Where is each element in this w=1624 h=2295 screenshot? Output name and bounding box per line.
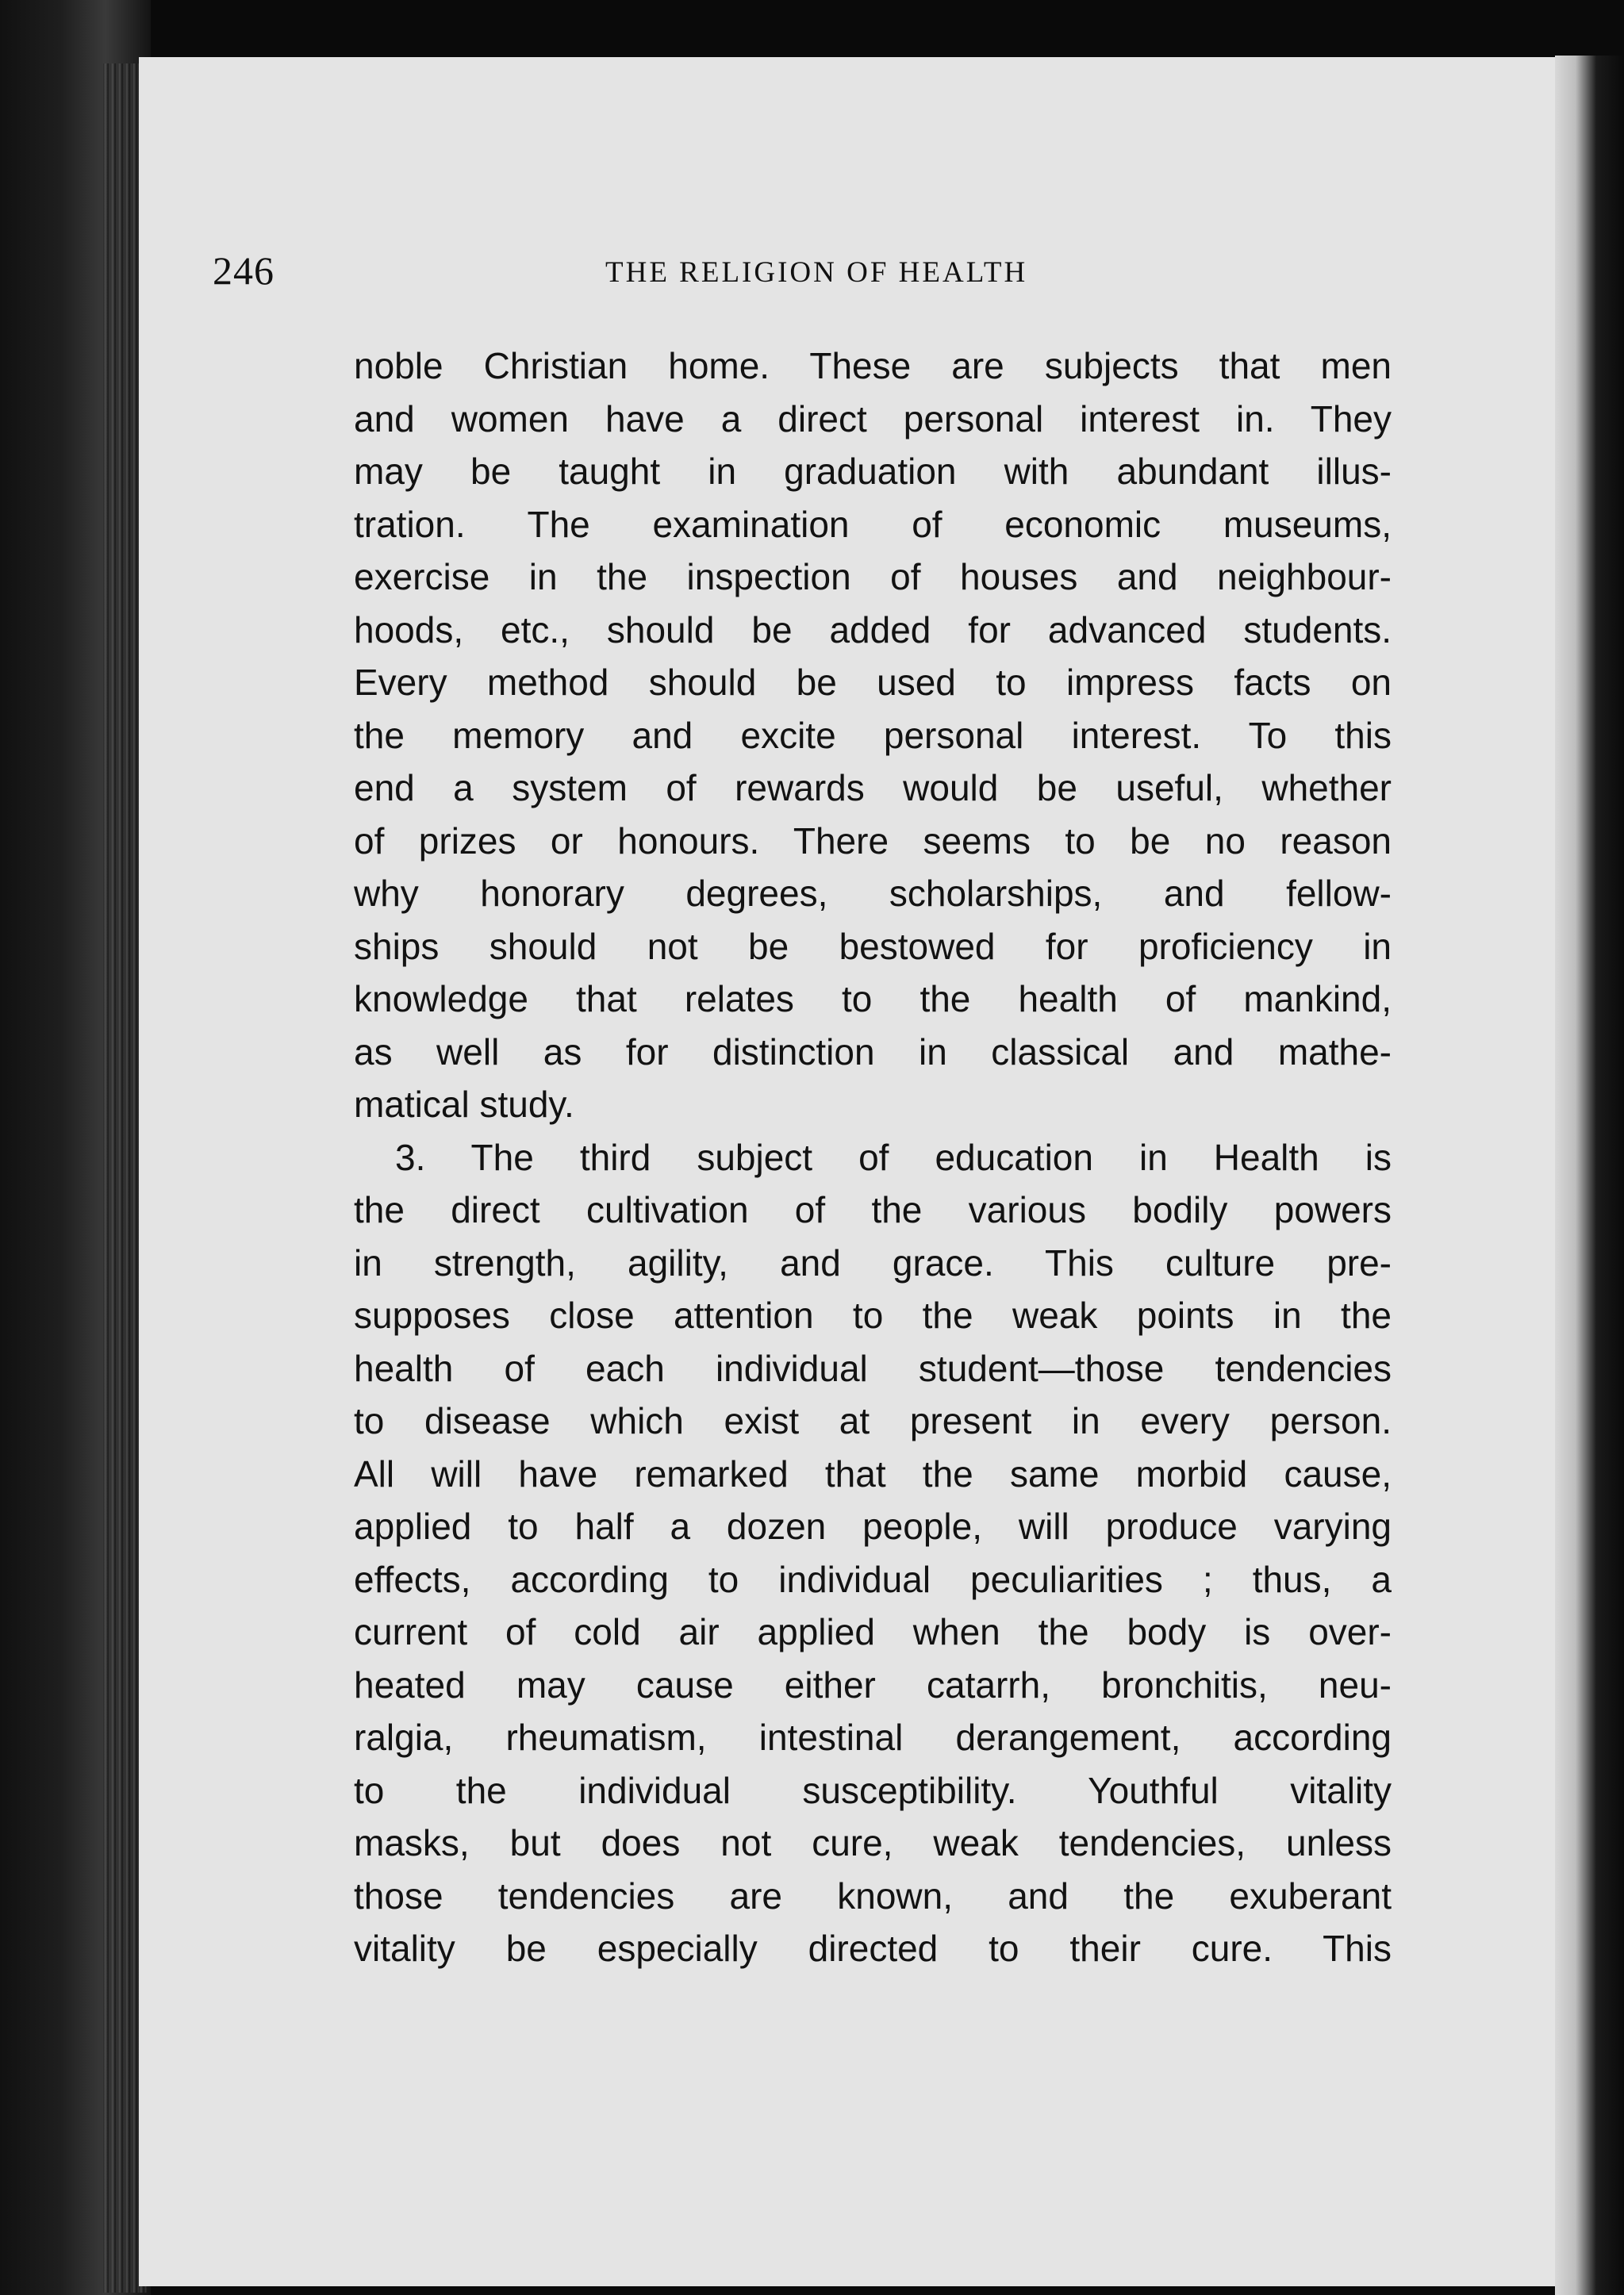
running-title: THE RELIGION OF HEALTH (605, 256, 1028, 289)
text-line: heated may cause either catarrh, bronchitis, neu- (354, 1664, 1392, 1706)
text-line: why honorary degrees, scholarships, and fellow- (354, 873, 1392, 914)
text-line: health of each individual student—those tendencies (354, 1347, 1392, 1389)
text-line: end a system of rewards would be useful, whether (354, 767, 1392, 808)
text-line: Every method should be used to impress facts on (354, 662, 1392, 703)
text-line: to disease which exist at present in every person. (354, 1400, 1392, 1441)
body-text (354, 340, 1392, 1975)
text-line: and women have a direct personal interest in. They (354, 397, 1392, 439)
text-line: may be taught in graduation with abundant illus- (354, 451, 1392, 492)
page-number: 246 (213, 248, 275, 293)
text-line: as well as for distinction in classical and mathe- (354, 1030, 1392, 1073)
text-line: ralgia, rheumatism, intestinal derangement, according (354, 1717, 1392, 1758)
text-line: those tendencies are known, and the exuberant (354, 1875, 1392, 1917)
text-line: tration. The examination of economic museums, (354, 503, 1392, 545)
text-line: noble Christian home. These are subjects that men (354, 345, 1392, 386)
text-line: the direct cultivation of the various bodily powers (354, 1189, 1392, 1230)
text-line: All will have remarked that the same morbid cause, (354, 1453, 1392, 1495)
text-line: exercise in the inspection of houses and neighbour- (354, 556, 1392, 597)
text-line: supposes close attention to the weak points in the (354, 1295, 1392, 1336)
text-line: current of cold air applied when the body is over- (354, 1611, 1392, 1652)
text-line: of prizes or honours. There seems to be no reason (354, 819, 1392, 862)
page-right-edge (1555, 56, 1624, 2295)
text-line: effects, according to individual peculiarities ; thus, a (354, 1558, 1392, 1600)
paragraph-end-line: matical study. (354, 1084, 574, 1125)
text-line: knowledge that relates to the health of mankind, (354, 978, 1392, 1019)
text-line: masks, but does not cure, weak tendencies, unless (354, 1822, 1392, 1863)
page-header (213, 248, 1403, 303)
text-line: applied to half a dozen people, will produce varying (354, 1506, 1392, 1547)
text-line: the memory and excite personal interest. To this (354, 714, 1392, 756)
text-line: vitality be especially directed to their cure. This (354, 1928, 1392, 1969)
text-line: hoods, etc., should be added for advanced students. (354, 608, 1392, 651)
text-line: to the individual susceptibility. Youthful vitality (354, 1769, 1392, 1811)
text-line: in strength, agility, and grace. This culture pre- (354, 1242, 1392, 1284)
paragraph-start-line: 3. The third subject of education in Health is (395, 1136, 1392, 1178)
text-line: ships should not be bestowed for proficiency in (354, 925, 1392, 967)
